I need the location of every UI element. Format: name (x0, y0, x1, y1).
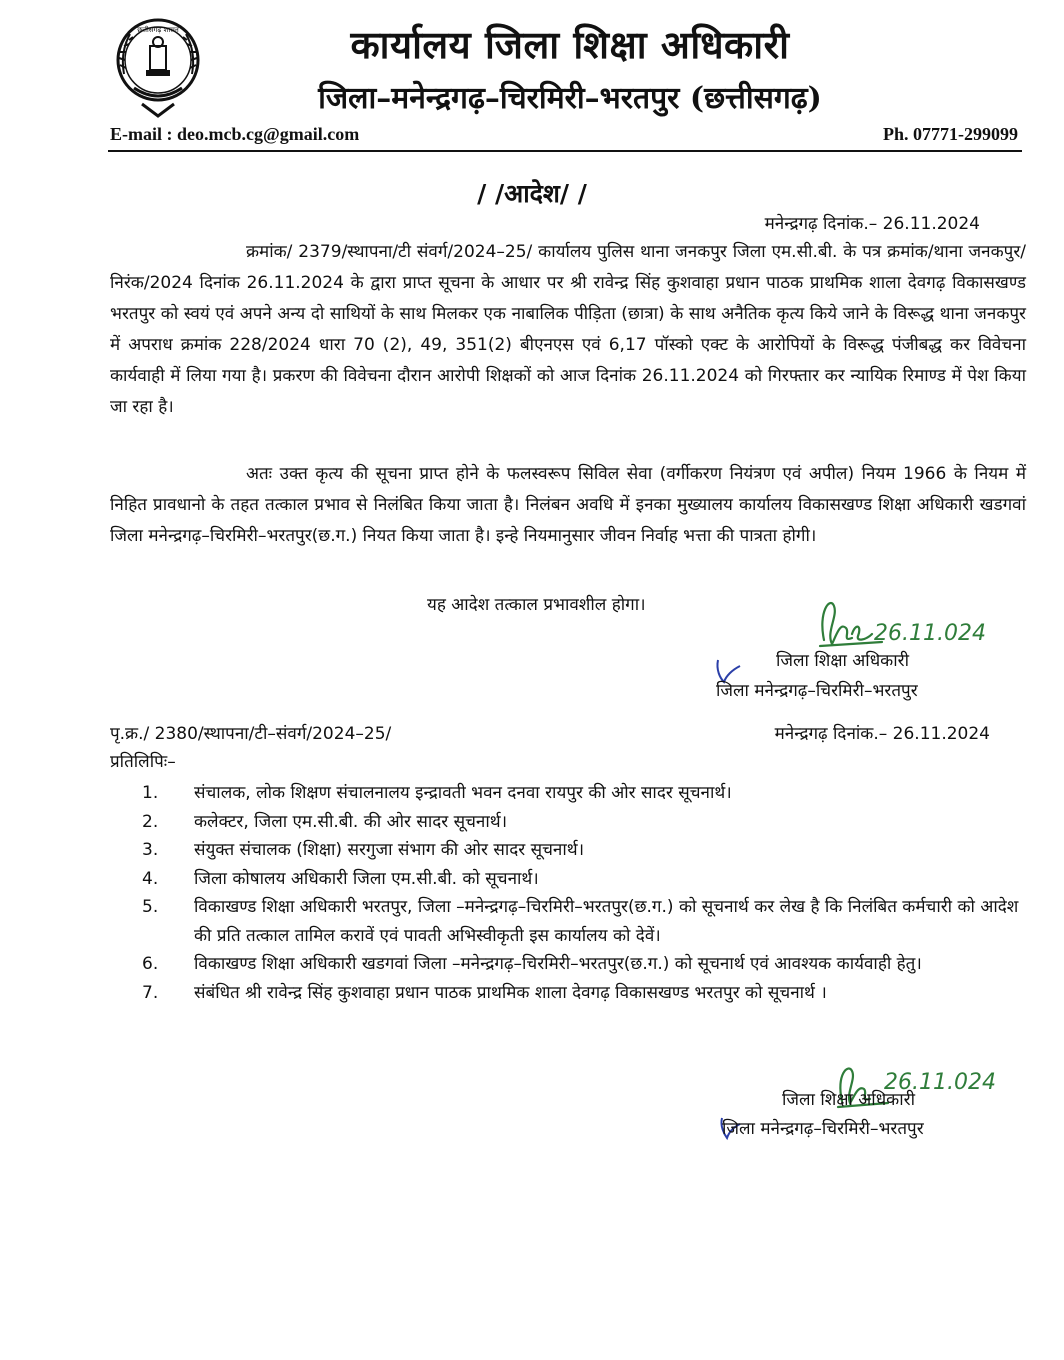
list-item-number: 2. (142, 811, 159, 832)
list-item-number: 6. (142, 954, 159, 974)
copy-place-date: मनेन्द्रगढ़ दिनांक.– 26.11.2024 (774, 724, 990, 744)
list-item-number: 3. (142, 840, 159, 860)
office-title: कार्यालय जिला शिक्षा अधिकारी (350, 22, 790, 67)
list-item (134, 950, 1034, 979)
list-item-text: विकाखण्ड शिक्षा अधिकारी भरतपुर, जिला –मनेन्द्रगढ़–चिरमिरी–भरतपुर(छ.ग.) को सूचनार्थ कर लेख है कि निलंबित कर्मचारी को आदेश की प्रति तत्काल तामिल करावें एवं पावती अभिस्वीकृती इस कार्यालय को देवें। (194, 897, 1019, 946)
list-item-text: संबंधित श्री रावेन्द्र सिंह कुशवाहा प्रधान पाठक प्राथमिक शाला देवगढ़ विकासखण्ड भरतपुर को सूचनार्थ । (194, 982, 827, 1003)
list-item-number: 4. (142, 868, 159, 889)
order-paragraph-3: यह आदेश तत्काल प्रभावशील होगा। (427, 595, 646, 615)
copy-label: प्रतिलिपिः– (110, 752, 176, 772)
signature-2-date: 26.11.024 (884, 1070, 996, 1095)
list-item-text: जिला कोषालय अधिकारी जिला एम.सी.बी. को सूचनार्थ। (194, 868, 539, 889)
signatory-district-2: जिला मनेन्द्रगढ़–चिरमिरी–भरतपुर (722, 1119, 924, 1139)
emblem-text: छत्तीसगढ़ शासन (137, 26, 179, 34)
signature-1 (812, 592, 1012, 652)
list-item-text: कलेक्टर, जिला एम.सी.बी. की ओर सादर सूचनार्थ। (194, 811, 508, 832)
header-divider (108, 150, 1022, 152)
list-item (134, 979, 1034, 1008)
list-item-number: 5. (142, 897, 159, 917)
list-item (134, 893, 1034, 950)
list-item-text: विकाखण्ड शिक्षा अधिकारी खडगवां जिला –मनेन्द्रगढ़–चिरमिरी–भरतपुर(छ.ग.) को सूचनार्थ एवं आवश्यक कार्यवाही हेतु। (194, 954, 922, 974)
office-email[interactable]: E-mail : deo.mcb.cg@gmail.com (110, 124, 360, 144)
copy-reference: पृ.क्र./ 2380/स्थापना/टी–संवर्ग/2024–25/ (110, 724, 392, 744)
list-item (134, 865, 1034, 894)
signatory-title-1: जिला शिक्षा अधिकारी (776, 651, 909, 671)
office-district: जिला–मनेन्द्रगढ़–चिरमिरी–भरतपुर (छत्तीसगढ़) (318, 81, 822, 116)
list-item-text: संयुक्त संचालक (शिक्षा) सरगुजा संभाग की ओर सादर सूचनार्थ। (194, 840, 585, 860)
state-emblem-logo (112, 12, 204, 120)
list-item-text: संचालक, लोक शिक्षण संचालनालय इन्द्रावती भवन दनवा रायपुर की ओर सादर सूचनार्थ। (194, 783, 732, 803)
list-item-number: 1. (142, 783, 159, 803)
signature-1-date: 26.11.024 (874, 621, 986, 646)
copy-list (134, 779, 1034, 1007)
signatory-district-1: जिला मनेन्द्रगढ़–चिरमिरी–भरतपुर (716, 681, 918, 701)
order-place-date: मनेन्द्रगढ़ दिनांक.– 26.11.2024 (764, 214, 980, 234)
list-item (134, 836, 1034, 865)
list-item (134, 808, 1034, 837)
order-heading: / /आदेश/ / (477, 179, 587, 208)
signatory-title-2: जिला शिक्षा अधिकारी (782, 1090, 915, 1110)
order-paragraph-1: क्रमांक/ 2379/स्थापना/टी संवर्ग/2024–25/ कार्यालय पुलिस थाना जनकपुर जिला एम.सी.बी. के पत्र क्रमांक/थाना जनकपुर/निरंक/2024 दिनांक 26.11.2024 के द्वारा प्राप्त सूचना के आधार पर श्री रावेन्द्र सिंह कुशवाहा प्रधान पाठक प्राथमिक शाला देवगढ़ विकासखण्ड भरतपुर को स्वयं एवं अपने अन्य दो साथियों के साथ मिलकर एक नाबालिक पीड़िता (छात्रा) के साथ अनैतिक कृत्य किये जाने के विरूद्ध थाना जनकपुर में अपराध क्रमांक 228/2024 धारा 70 (2), 49, 351(2) बीएनएस एवं 6,17 पॉस्को एक्ट के आरोपियों के विरूद्ध पंजीबद्ध कर विवेचना कार्यवाही में लिया गया है। प्रकरण की विवेचना दौरान आरोपी शिक्षकों को आज दिनांक 26.11.2024 को गिरफ्तार कर न्यायिक रिमाण्ड में पेश किया जा रहा है। (110, 242, 1026, 417)
order-paragraph-2: अतः उक्त कृत्य की सूचना प्राप्त होने के फलस्वरूप सिविल सेवा (वर्गीकरण नियंत्रण एवं अपील) नियम 1966 के नियम में निहित प्रावधानो के तहत तत्काल प्रभाव से निलंबित किया जाता है। निलंबन अवधि में इनका मुख्यालय कार्यालय विकासखण्ड शिक्षा अधिकारी खडगवां जिला मनेन्द्रगढ़–चिरमिरी–भरतपुर(छ.ग.) नियत किया जाता है। इन्हे नियमानुसार जीवन निर्वाह भत्ता की पात्रता होगी। (110, 464, 1026, 546)
office-phone: Ph. 07771-299099 (883, 124, 1018, 144)
list-item (134, 779, 1034, 808)
list-item-number: 7. (142, 982, 159, 1003)
